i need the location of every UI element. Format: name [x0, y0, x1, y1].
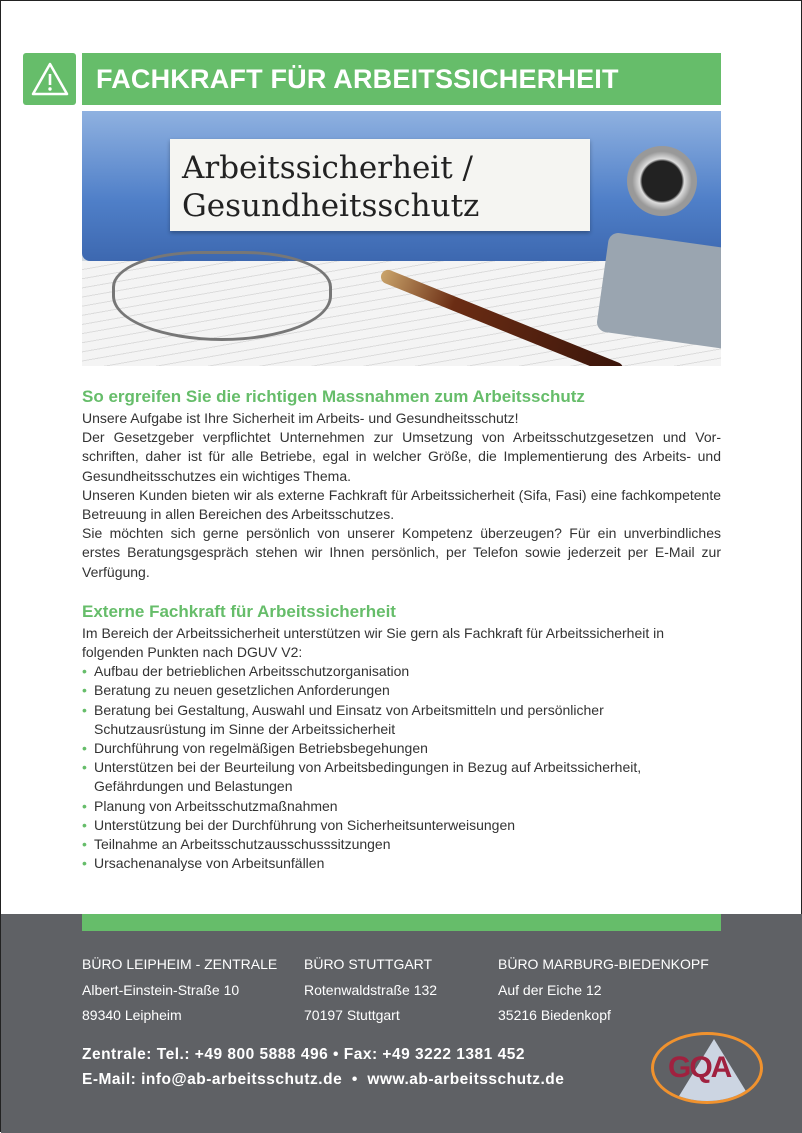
office-leipheim: BÜRO LEIPHEIM - ZENTRALE Albert-Einstein-Straße 10 89340 Leipheim: [82, 956, 278, 1023]
page-title: FACHKRAFT FÜR ARBEITSSICHERHEIT: [82, 53, 721, 105]
office-stuttgart: BÜRO STUTTGART Rotenwaldstraße 132 70197 Stuttgart: [304, 956, 438, 1023]
phone-fax: Zentrale: Tel.: +49 800 5888 496 • Fax: +49 3222 1381 452: [82, 1046, 525, 1063]
calculator: [596, 232, 721, 351]
list-item: • Beratung zu neuen gesetzlichen Anforderungen: [82, 681, 721, 700]
email-link[interactable]: E-Mail: info@ab-arbeitsschutz.de: [82, 1071, 343, 1088]
list-item: • Unterstützung bei der Durchführung von Sicherheitsunterweisungen: [82, 816, 721, 835]
section-heading: So ergreifen Sie die richtigen Massnahmen zum Arbeitsschutz: [82, 387, 585, 406]
hero-photo: [82, 111, 721, 366]
list-item: • Aufbau der betrieblichen Arbeitsschutzorganisation: [82, 662, 721, 681]
section-heading: Externe Fachkraft für Arbeitssicherheit: [82, 601, 396, 621]
website-link[interactable]: www.ab-arbeitsschutz.de: [367, 1071, 565, 1088]
binder-label: Arbeitssicherheit / Gesundheitsschutz: [170, 139, 590, 231]
paragraph: Unsere Aufgabe ist Ihre Sicherheit im Arbeits- und Gesundheitsschutz!: [82, 410, 519, 426]
list-item: • Ursachenanalyse von Arbeitsunfällen: [82, 854, 721, 873]
list-item: • Beratung bei Gestaltung, Auswahl und Einsatz von Arbeitsmitteln und persönlicher Schutzausrüstung im Sinne der Arbeitssicherheit: [82, 701, 721, 739]
list-item: • Planung von Arbeitsschutzmaßnahmen: [82, 797, 721, 816]
footer-accent-bar: [82, 914, 721, 931]
list-item: • Durchführung von regelmäßigen Betriebsbegehungen: [82, 739, 721, 758]
warning-triangle-icon: [23, 53, 76, 105]
paragraph: Sie möchten sich gerne persönlich von unserer Kompetenz überzeugen? Für ein unverbindliches erstes Beratungsgespräch stehen wir Ihnen persönlich, per Telefon sowie jederzeit per E-Mail zur Verfügung.: [82, 525, 721, 580]
paragraph: Der Gesetzgeber verpflichtet Unternehmen zur Umsetzung von Arbeitsschutzgesetzen und Vor-schriften, daher ist für alle Betriebe, egal in welcher Größe, die Implementierung des Arbeits- und Gesundheitsschutzes ein wichtiges Thema.: [82, 429, 721, 484]
paragraph: Im Bereich der Arbeitssicherheit unterstützen wir Sie gern als Fachkraft für Arbeitssicherheit in folgenden Punkten nach DGUV V2:: [82, 624, 665, 661]
list-item: • Unterstützen bei der Beurteilung von Arbeitsbedingungen in Bezug auf Arbeitssicherheit, Gefährdungen und Belastungen: [82, 758, 721, 796]
glasses: [112, 251, 332, 341]
list-item: • Teilnahme an Arbeitsschutzausschusssitzungen: [82, 835, 721, 854]
office-marburg: BÜRO MARBURG-BIEDENKOPF Auf der Eiche 12 35216 Biedenkopf: [498, 956, 709, 1023]
service-list: [82, 662, 721, 873]
paragraph: Unseren Kunden bieten wir als externe Fachkraft für Arbeitssicherheit (Sifa, Fasi) eine fachkompetente Betreuung in allen Bereichen des Arbeitsschutzes.: [82, 486, 721, 523]
footer: [1, 914, 802, 1133]
gqa-logo: GQA: [651, 1032, 763, 1104]
contact-info: Zentrale: Tel.: +49 800 5888 496 • Fax: +49 3222 1381 452 E-Mail: info@ab-arbeitsschutz.de • www.ab-arbeitsschutz.de: [82, 1042, 564, 1092]
